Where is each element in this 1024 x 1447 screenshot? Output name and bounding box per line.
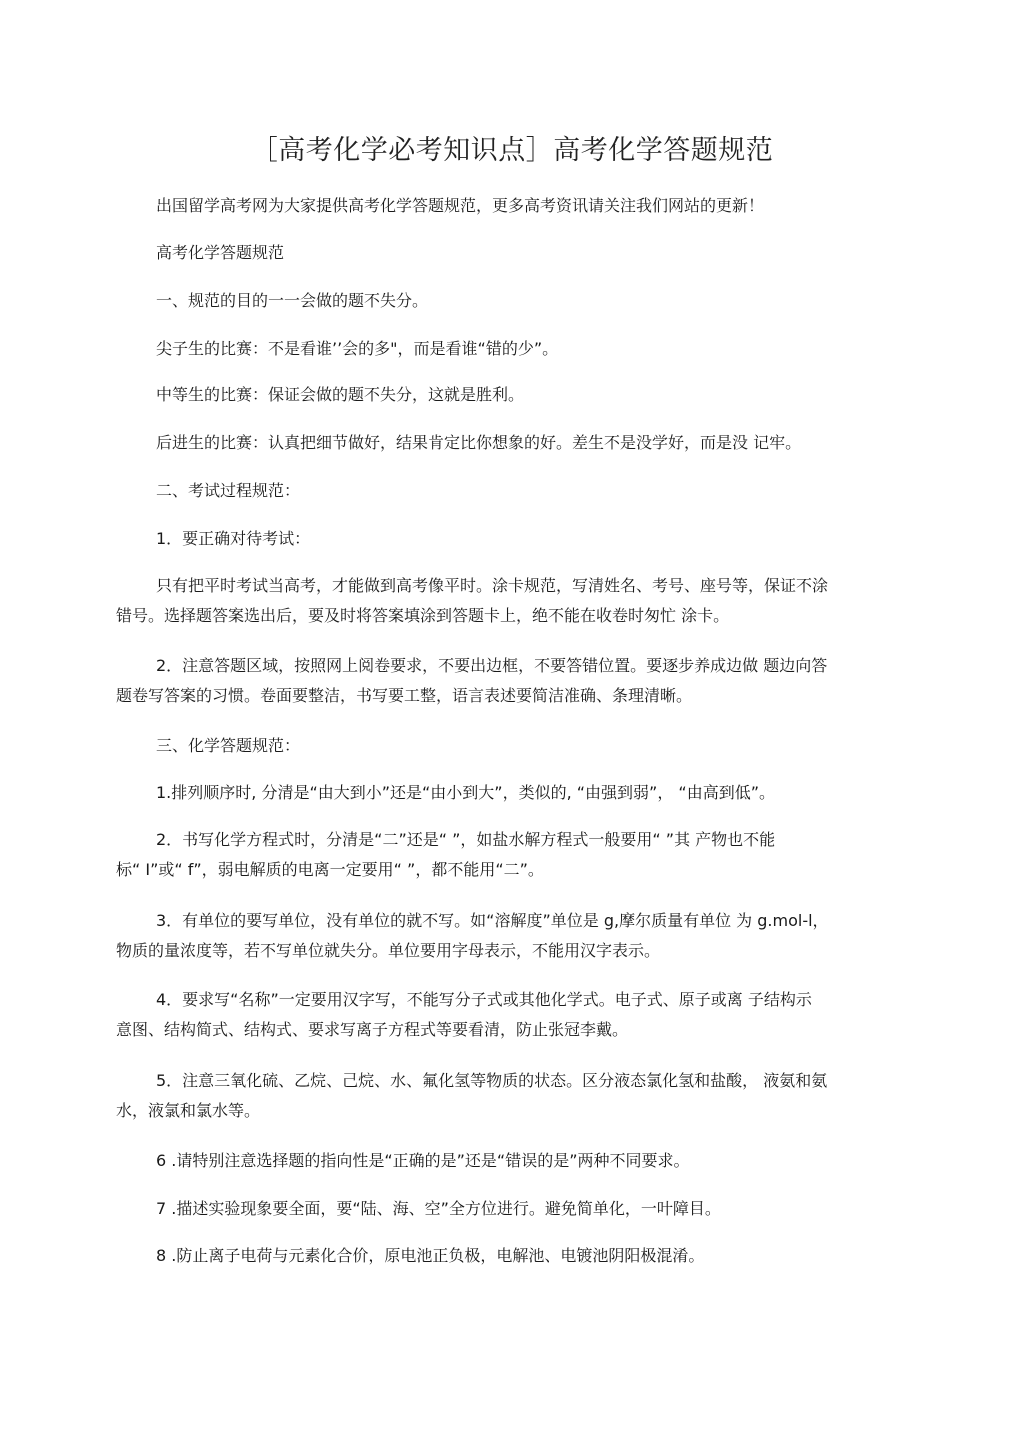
paragraph-line: 高考化学答题规范 (156, 243, 285, 262)
page-title: ［高考化学必考知识点］高考化学答题规范 (250, 135, 774, 166)
paragraph-line: 标“ I”或“ f”，弱电解质的电离一定要用“ ”，都不能用“二”。 (116, 860, 544, 879)
paragraph-line: 二、考试过程规范： (156, 481, 301, 500)
paragraph-line: 一、规范的目的一一会做的题不失分。 (156, 291, 429, 310)
paragraph-line: 4．要求写“名称”一定要用汉字写，不能写分子式或其他化学式。电子式、原子或离 子结构示 (156, 990, 812, 1009)
paragraph-line: 7 .描述实验现象要全面，要“陆、海、空”全方位进行。避免简单化，一叶障目。 (156, 1199, 721, 1218)
paragraph-line: 后进生的比赛：认真把细节做好，结果肯定比你想象的好。差生不是没学好，而是没 记牢。 (156, 433, 802, 452)
paragraph-line: 意图、结构简式、结构式、要求写离子方程式等要看清，防止张冠李戴。 (116, 1020, 629, 1039)
paragraph-line: 5．注意三氧化硫、乙烷、己烷、水、氟化氢等物质的状态。区分液态氯化氢和盐酸， 液氨和氨 (156, 1071, 828, 1090)
paragraph-line: 只有把平时考试当高考，才能做到高考像平时。涂卡规范，写清姓名、考号、座号等，保证不涂 (156, 576, 829, 595)
paragraph-line: 出国留学高考网为大家提供高考化学答题规范，更多高考资讯请关注我们网站的更新！ (156, 196, 765, 215)
paragraph-line: 1．要正确对待考试： (156, 529, 311, 548)
paragraph-line: 1.排列顺序时, 分清是“由大到小”还是“由小到大”，类似的, “由强到弱”， “由高到低”。 (156, 783, 776, 802)
paragraph-line: 三、化学答题规范： (156, 736, 301, 755)
paragraph-line: 题卷写答案的习惯。卷面要整洁，书写要工整，语言表述要简洁准确、条理清晰。 (116, 686, 693, 705)
paragraph-line: 物质的量浓度等，若不写单位就失分。单位要用字母表示，不能用汉字表示。 (116, 941, 661, 960)
paragraph-line: 中等生的比赛：保证会做的题不失分，这就是胜利。 (156, 385, 525, 404)
paragraph-line: 尖子生的比赛：不是看谁’’会的多"，而是看谁“错的少”。 (156, 339, 559, 358)
paragraph-line: 8 .防止离子电荷与元素化合价，原电池正负极，电解池、电镀池阴阳极混淆。 (156, 1246, 705, 1265)
paragraph-line: 6 .请特别注意选择题的指向性是“正确的是”还是“错误的是”两种不同要求。 (156, 1151, 690, 1170)
paragraph-line: 2．注意答题区域，按照网上阅卷要求，不要出边框，不要答错位置。要逐步养成边做 题边向答 (156, 656, 828, 675)
paragraph-line: 3．有单位的要写单位，没有单位的就不写。如“溶解度”单位是 g,摩尔质量有单位 为 g.mol-l， (156, 911, 829, 930)
paragraph-line: 水，液氯和氯水等。 (116, 1101, 261, 1120)
paragraph-line: 2．书写化学方程式时，分清是“二”还是“ ”，如盐水解方程式一般要用“ ”其 产物也不能 (156, 830, 776, 849)
paragraph-line: 错号。选择题答案选出后，要及时将答案填涂到答题卡上，绝不能在收卷时匆忙 涂卡。 (116, 606, 730, 625)
